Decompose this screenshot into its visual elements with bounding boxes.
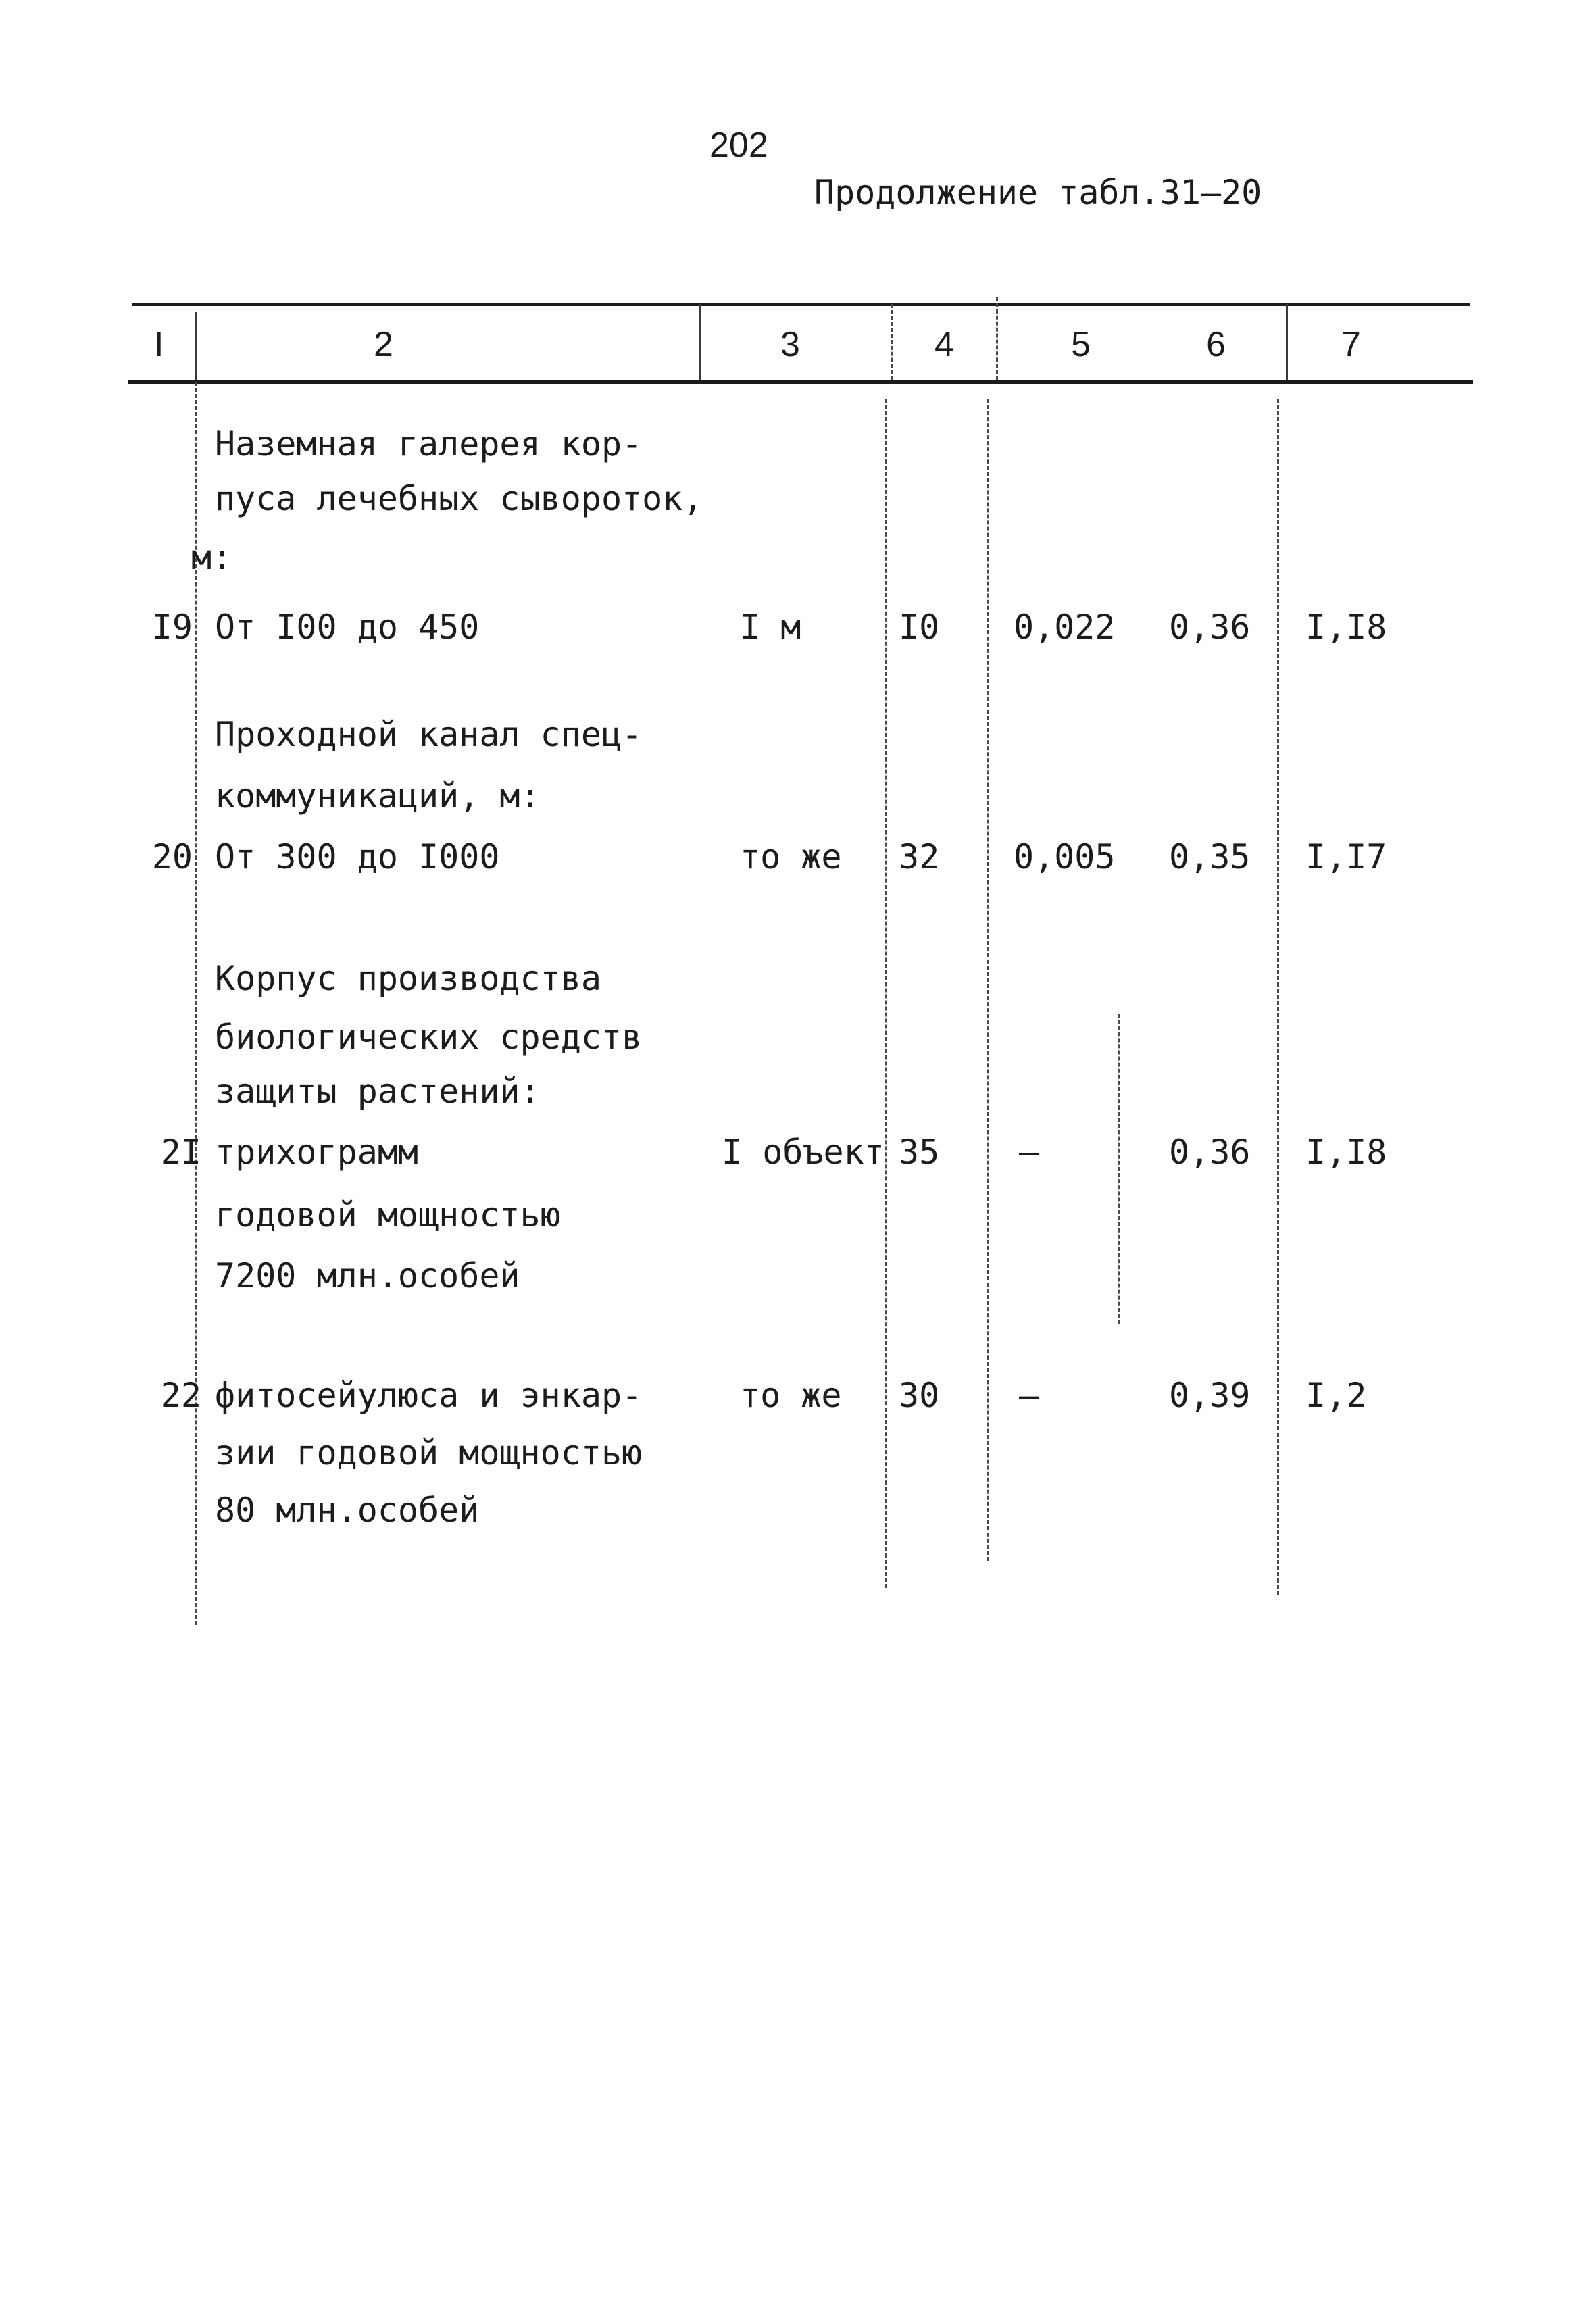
- row-col4: 32: [899, 837, 940, 876]
- row-col6: 0,39: [1169, 1376, 1251, 1415]
- header-separator: [996, 297, 998, 380]
- column-separator: [987, 399, 989, 1561]
- row-unit: I объект: [722, 1132, 884, 1172]
- column-header-4: 4: [934, 325, 954, 364]
- column-separator: [885, 399, 887, 1588]
- section-heading-line: Наземная галерея кор-: [215, 424, 643, 464]
- row-col6: 0,36: [1169, 607, 1251, 647]
- row-col7: I,I7: [1305, 837, 1387, 876]
- row-number: 2I: [160, 1132, 201, 1172]
- row-col7: I,I8: [1305, 607, 1387, 647]
- row-col4: I0: [899, 607, 940, 647]
- column-header-5: 5: [1071, 325, 1091, 364]
- row-name-line: 7200 млн.особей: [215, 1256, 520, 1295]
- row-name-line: 80 млн.особей: [215, 1491, 480, 1530]
- header-separator: [891, 304, 893, 380]
- row-col4: 35: [899, 1132, 940, 1172]
- row-name-line: фитосейулюса и энкар-: [215, 1376, 643, 1415]
- row-name-line: трихограмм: [215, 1132, 419, 1172]
- row-number: 22: [160, 1376, 201, 1415]
- section-heading-line: коммуникаций, м:: [215, 776, 541, 816]
- header-separator: [699, 304, 701, 380]
- column-header-2: 2: [374, 325, 393, 364]
- header-separator: [1286, 304, 1288, 380]
- row-col6: 0,36: [1169, 1132, 1251, 1172]
- row-col6: 0,35: [1169, 837, 1251, 876]
- row-name-line: зии годовой мощностью: [215, 1433, 643, 1472]
- row-name-line: От I00 до 450: [215, 607, 480, 647]
- row-col5: –: [1019, 1132, 1040, 1172]
- row-col7: I,I8: [1305, 1132, 1387, 1172]
- row-unit: I м: [740, 607, 801, 647]
- row-col5: –: [1019, 1376, 1040, 1415]
- section-heading-line: биологических средств: [215, 1018, 643, 1057]
- row-unit: то же: [740, 1376, 842, 1415]
- section-heading-line: защиты растений:: [215, 1072, 541, 1111]
- section-heading-line: Проходной канал спец-: [215, 715, 643, 754]
- continuation-title: Продолжение табл.31–20: [814, 173, 1262, 212]
- table-top-rule: [132, 303, 1470, 306]
- section-heading-line: пуса лечебных сывороток,: [215, 479, 703, 518]
- column-header-1: I: [154, 325, 164, 364]
- header-separator: [195, 312, 197, 380]
- row-number: I9: [151, 607, 193, 647]
- table-header-rule: [128, 380, 1473, 384]
- row-col4: 30: [899, 1376, 940, 1415]
- section-heading-line: Корпус производства: [215, 959, 601, 998]
- column-separator: [1277, 399, 1279, 1595]
- column-header-7: 7: [1341, 325, 1361, 364]
- row-name-line: От 300 до I000: [215, 837, 500, 876]
- row-col7: I,2: [1305, 1376, 1367, 1415]
- section-heading-line: м:: [191, 538, 232, 577]
- row-unit: то же: [740, 837, 842, 876]
- column-header-3: 3: [780, 325, 800, 364]
- row-number: 20: [151, 837, 193, 876]
- page-number: 202: [709, 126, 768, 165]
- column-separator: [1118, 1014, 1120, 1324]
- row-name-line: годовой мощностью: [215, 1195, 561, 1235]
- row-col5: 0,022: [1014, 607, 1116, 647]
- row-col5: 0,005: [1014, 837, 1116, 876]
- column-header-6: 6: [1206, 325, 1226, 364]
